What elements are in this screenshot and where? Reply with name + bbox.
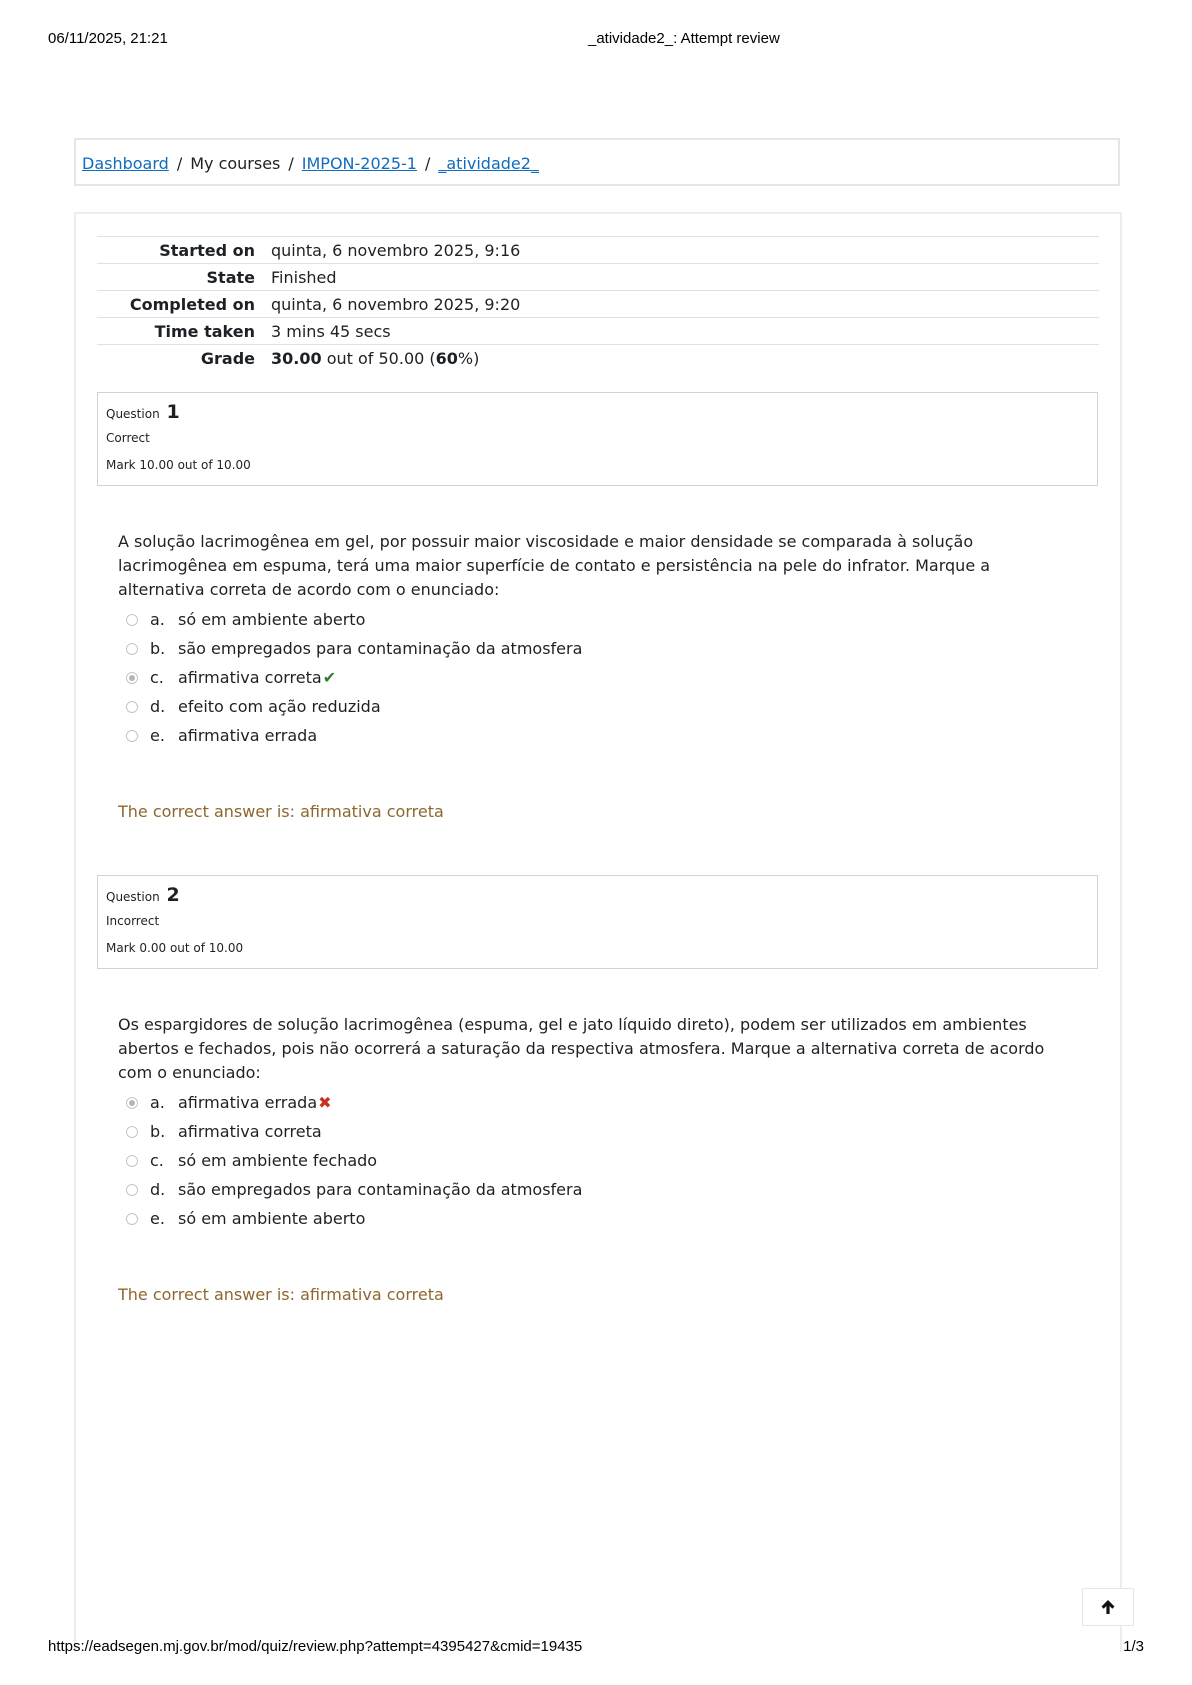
summary-label: Grade <box>200 348 255 368</box>
radio-button-checked[interactable] <box>126 672 138 684</box>
answer-letter: b. <box>150 639 166 658</box>
radio-button[interactable] <box>126 1126 138 1138</box>
print-header <box>48 30 1144 50</box>
back-to-top-button[interactable] <box>1082 1588 1134 1626</box>
breadcrumb-dashboard[interactable]: Dashboard <box>82 154 169 173</box>
correct-check-icon: ✔ <box>322 668 337 687</box>
answer-text: afirmativa correta <box>178 668 322 687</box>
answer-text: só em ambiente fechado <box>178 1151 378 1170</box>
answer-text: são empregados para contaminação da atmosfera <box>178 639 583 658</box>
summary-value <box>263 345 1099 372</box>
answer-option[interactable] <box>126 721 826 750</box>
print-url: https://eadsegen.mj.gov.br/mod/quiz/review.php?attempt=4395427&cmid=19435 <box>48 1638 583 1655</box>
answer-text: afirmativa correta <box>178 1122 322 1141</box>
breadcrumb-my-courses: My courses <box>190 154 281 173</box>
arrow-up-icon <box>1100 1599 1116 1615</box>
answer-letter: d. <box>150 697 166 716</box>
summary-row-state <box>97 264 1099 291</box>
radio-button[interactable] <box>126 1155 138 1167</box>
answer-letter: d. <box>150 1180 166 1199</box>
print-page-number: 1/3 <box>1123 1638 1144 1655</box>
question-grade: Mark 10.00 out of 10.00 <box>106 458 251 472</box>
radio-button-checked[interactable] <box>126 1097 138 1109</box>
summary-label: State <box>206 267 255 287</box>
answer-text: só em ambiente aberto <box>178 1209 366 1228</box>
summary-row-time-taken <box>97 318 1099 345</box>
right-answer-1: The correct answer is: afirmativa correta <box>118 802 444 821</box>
question-number-line <box>106 401 1089 425</box>
answer-text: efeito com ação reduzida <box>178 697 381 716</box>
incorrect-cross-icon: ✖ <box>318 1093 332 1112</box>
summary-value: Finished <box>271 267 337 287</box>
breadcrumb <box>74 138 1120 186</box>
right-answer-2: The correct answer is: afirmativa correta <box>118 1285 444 1304</box>
answer-option-selected[interactable] <box>126 663 826 692</box>
answer-letter: a. <box>150 610 165 629</box>
radio-button[interactable] <box>126 614 138 626</box>
question-grade: Mark 0.00 out of 10.00 <box>106 941 244 955</box>
answer-list-1 <box>126 605 826 750</box>
grade-mid: out of 50.00 ( <box>321 348 436 368</box>
grade-percent: 60 <box>435 348 458 368</box>
radio-button[interactable] <box>126 730 138 742</box>
question-text-2: Os espargidores de solução lacrimogênea (espuma, gel e jato líquido direto), podem ser utilizados em ambientes abertos e fechados, pois não ocorrerá a saturação da respectiva atmosfera. Marque a alternativa correta de acordo com o enunciado: <box>118 1015 1045 1082</box>
question-number: 2 <box>166 884 180 906</box>
breadcrumb-activity[interactable]: _atividade2_ <box>438 154 539 173</box>
answer-option-selected[interactable] <box>126 1088 826 1117</box>
question-label: Question <box>106 407 160 421</box>
question-state: Incorrect <box>106 914 160 928</box>
summary-row-started <box>97 237 1099 264</box>
answer-letter: c. <box>150 668 164 687</box>
question-number-line <box>106 884 1089 908</box>
question-text-1: A solução lacrimogênea em gel, por possuir maior viscosidade e maior densidade se comparada à solução lacrimogênea em espuma, terá uma maior superfície de contato e persistência na pele do infrator. Marque a alternativa correta de acordo com o enunciado: <box>118 532 991 599</box>
print-title: _atividade2_: Attempt review <box>588 30 780 47</box>
breadcrumb-separator: / <box>176 154 183 173</box>
answer-letter: e. <box>150 726 165 745</box>
answer-option[interactable] <box>126 692 826 721</box>
radio-button[interactable] <box>126 643 138 655</box>
summary-row-grade <box>97 345 1099 372</box>
summary-value: quinta, 6 novembro 2025, 9:20 <box>271 294 521 314</box>
answer-list-2 <box>126 1088 826 1233</box>
answer-option[interactable] <box>126 1204 826 1233</box>
breadcrumb-separator: / <box>424 154 431 173</box>
answer-option[interactable] <box>126 634 826 663</box>
print-date: 06/11/2025, 21:21 <box>48 30 168 47</box>
answer-option[interactable] <box>126 1117 826 1146</box>
question-state: Correct <box>106 431 150 445</box>
radio-button[interactable] <box>126 1184 138 1196</box>
radio-button[interactable] <box>126 701 138 713</box>
answer-text: afirmativa errada <box>178 1093 318 1112</box>
summary-label: Started on <box>159 240 255 260</box>
question-info-2 <box>97 875 1098 969</box>
summary-row-completed <box>97 291 1099 318</box>
answer-letter: b. <box>150 1122 166 1141</box>
print-footer <box>48 1638 1144 1658</box>
answer-letter: c. <box>150 1151 164 1170</box>
answer-text: afirmativa errada <box>178 726 318 745</box>
answer-letter: a. <box>150 1093 165 1112</box>
answer-option[interactable] <box>126 1175 826 1204</box>
attempt-summary-table <box>97 236 1099 372</box>
grade-end: %) <box>457 348 480 368</box>
summary-value: 3 mins 45 secs <box>271 321 391 341</box>
breadcrumb-separator: / <box>288 154 294 173</box>
answer-letter: e. <box>150 1209 165 1228</box>
question-info-1 <box>97 392 1098 486</box>
answer-text: são empregados para contaminação da atmosfera <box>178 1180 583 1199</box>
answer-option[interactable] <box>126 1146 826 1175</box>
question-label: Question <box>106 890 160 904</box>
question-number: 1 <box>166 401 180 423</box>
answer-text: só em ambiente aberto <box>178 610 366 629</box>
summary-label: Completed on <box>129 294 255 314</box>
answer-option[interactable] <box>126 605 826 634</box>
summary-label: Time taken <box>154 321 255 341</box>
grade-score: 30.00 <box>271 348 322 368</box>
summary-value: quinta, 6 novembro 2025, 9:16 <box>271 240 521 260</box>
radio-button[interactable] <box>126 1213 138 1225</box>
breadcrumb-course[interactable]: IMPON-2025-1 <box>301 154 417 173</box>
